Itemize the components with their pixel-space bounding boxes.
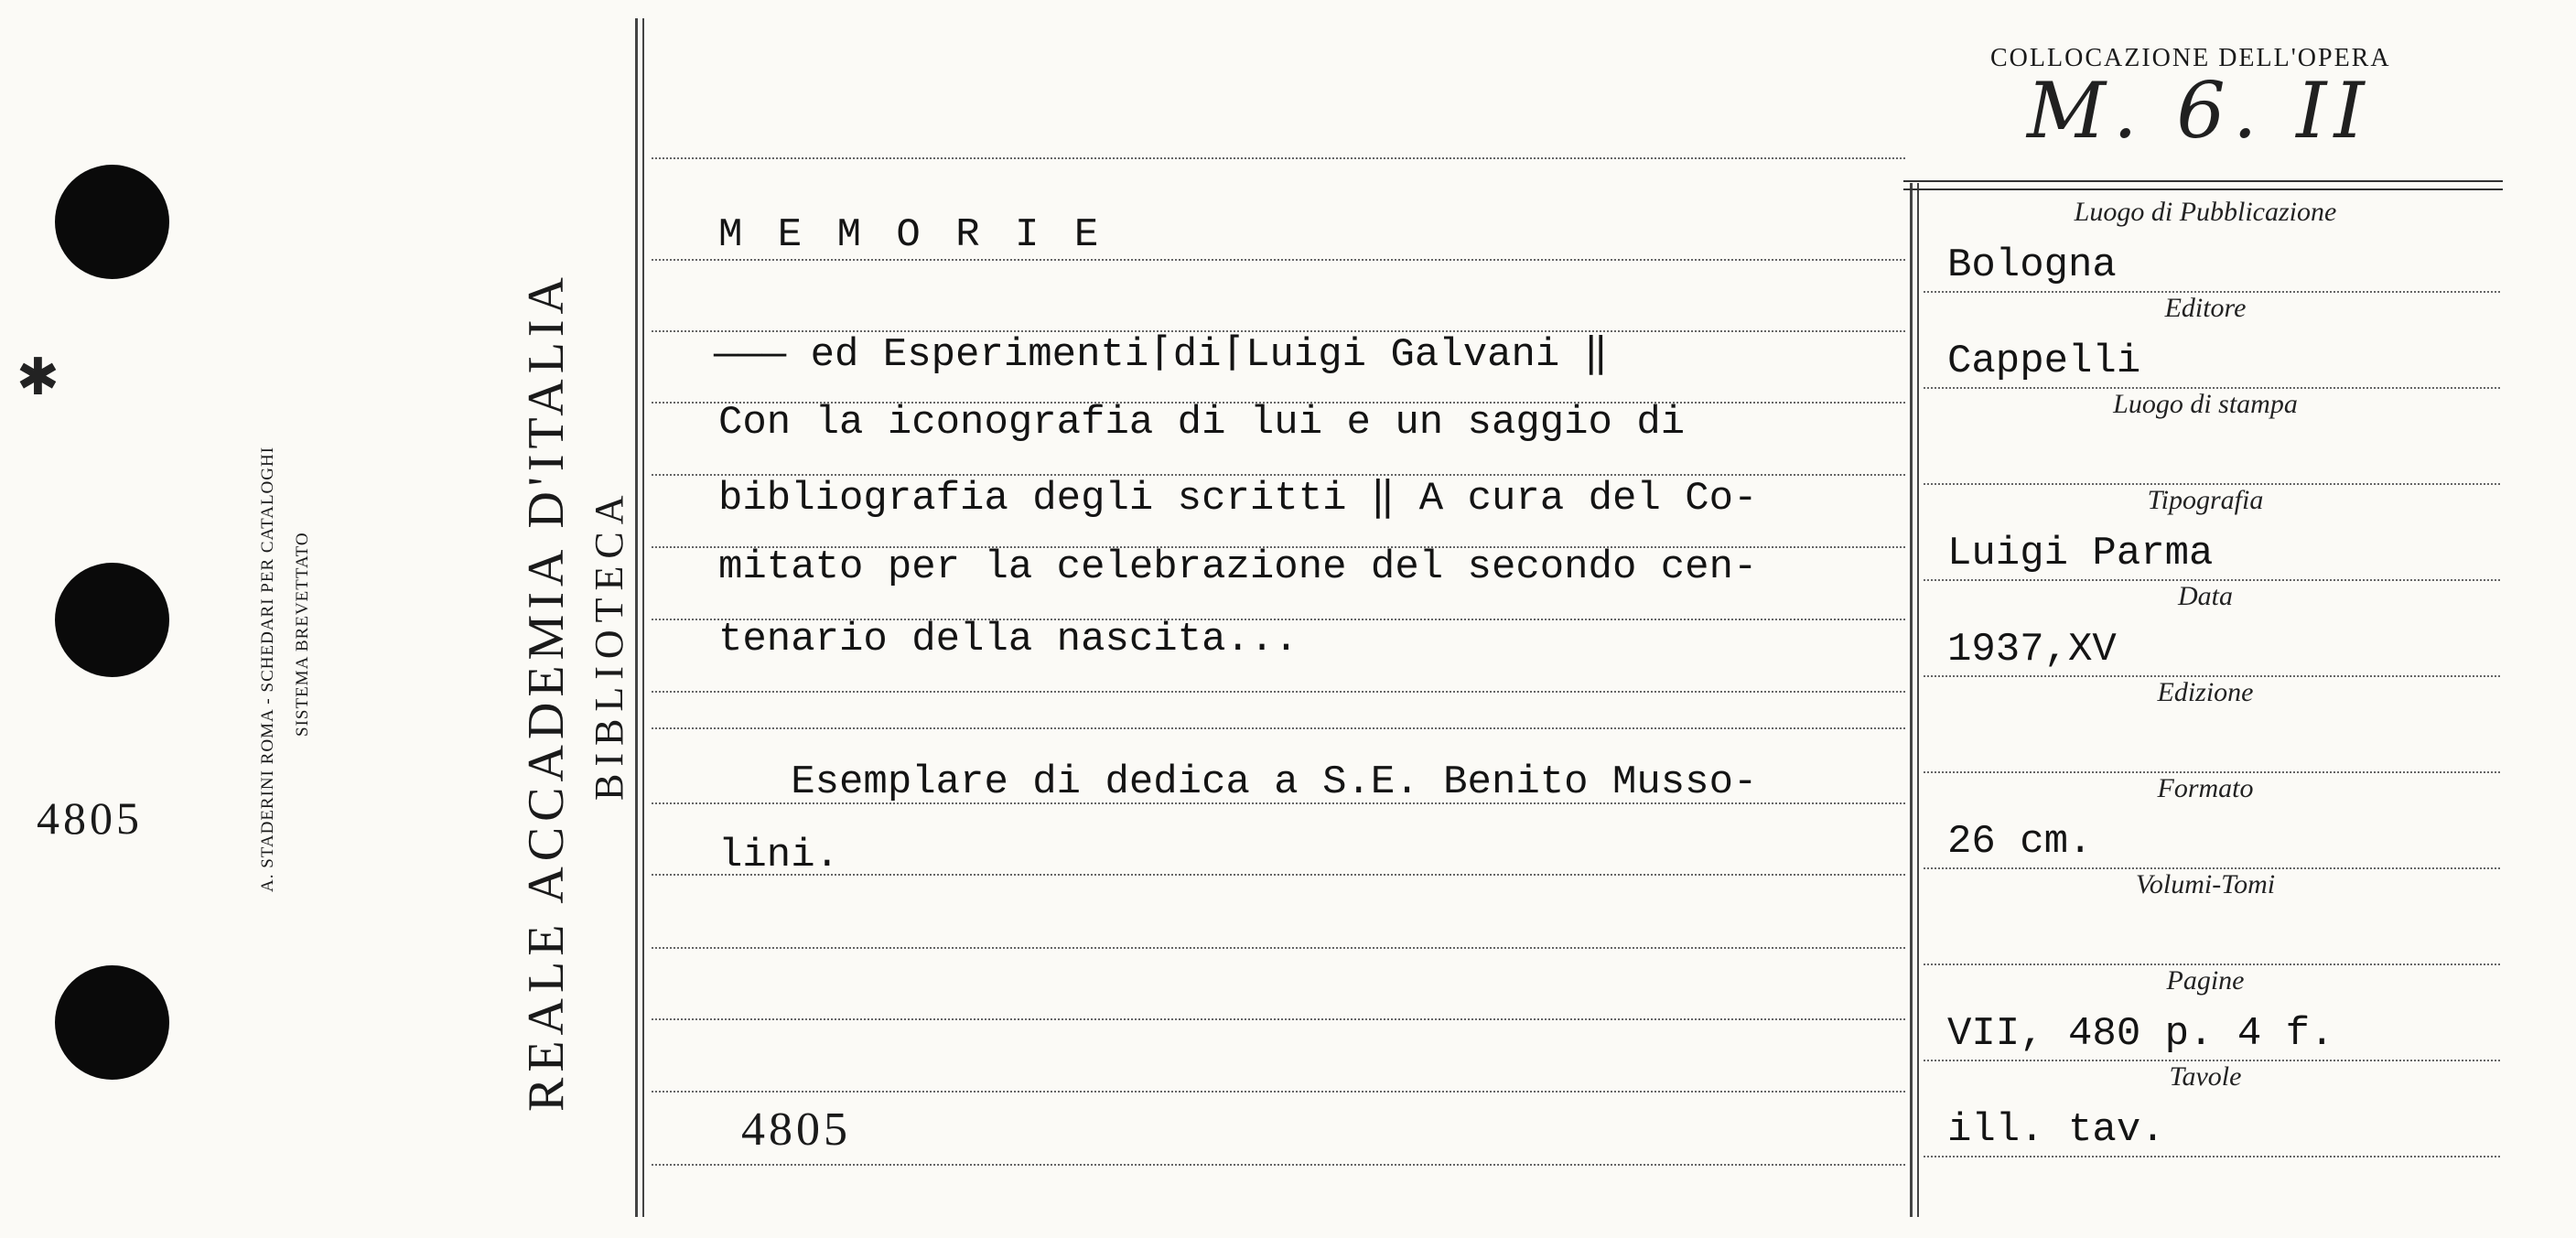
field-label-edizione: Edizione bbox=[2157, 677, 2254, 707]
rule bbox=[652, 727, 1905, 729]
field-rule bbox=[1924, 579, 2500, 581]
main-divider-inner bbox=[642, 18, 644, 1217]
field-rule bbox=[1924, 1060, 2500, 1061]
punch-hole-middle bbox=[55, 563, 169, 677]
rule bbox=[652, 874, 1905, 876]
field-label-formato: Formato bbox=[2157, 773, 2254, 803]
field-label-data: Data bbox=[2178, 581, 2233, 611]
note-line: Esemplare di dedica a S.E. Benito Musso- bbox=[718, 759, 1758, 805]
field-value-luogo-pubblicazione: Bologna bbox=[1947, 242, 2117, 288]
title-line: M E M O R I E bbox=[718, 212, 1105, 258]
title-line: bibliografia degli scritti ‖ A cura del Co- bbox=[718, 476, 1758, 522]
field-value-tavole: ill. tav. bbox=[1947, 1107, 2165, 1153]
field-rule bbox=[1924, 867, 2500, 869]
collocation-label: COLLOCAZIONE DELL'OPERA bbox=[1990, 44, 2391, 72]
left-card-number: 4805 bbox=[37, 792, 143, 844]
library-name: BIBLIOTECA bbox=[587, 488, 631, 801]
inventory-number: 4805 bbox=[741, 1103, 851, 1156]
field-value-pagine: VII, 480 p. 4 f. bbox=[1947, 1011, 2334, 1057]
field-value-data: 1937,XV bbox=[1947, 627, 2117, 673]
punch-hole-top bbox=[55, 165, 169, 279]
rule bbox=[652, 157, 1905, 159]
field-label-volumi-tomi: Volumi-Tomi bbox=[2135, 869, 2276, 899]
header-rule bbox=[1903, 180, 2503, 182]
field-label-luogo-stampa: Luogo di stampa bbox=[2113, 389, 2298, 419]
rule bbox=[652, 259, 1905, 261]
field-label-editore: Editore bbox=[2164, 293, 2247, 323]
collocation-value: M. 6. II bbox=[2027, 66, 2372, 156]
field-label-luogo-pubblicazione: Luogo di Pubblicazione bbox=[2074, 197, 2337, 227]
field-value-tipografia: Luigi Parma bbox=[1947, 531, 2214, 576]
field-rule bbox=[1924, 963, 2500, 965]
field-value-editore: Cappelli bbox=[1947, 339, 2141, 384]
note-line: lini. bbox=[718, 833, 840, 878]
title-line: ——— ed Esperimenti⌈di⌈Luigi Galvani ‖ bbox=[714, 332, 1609, 378]
title-line: mitato per la celebrazione del secondo cen- bbox=[718, 544, 1758, 590]
rule bbox=[652, 1018, 1905, 1020]
field-rule bbox=[1924, 291, 2500, 293]
rule bbox=[652, 691, 1905, 693]
field-label-tipografia: Tipografia bbox=[2147, 485, 2264, 515]
field-label-pagine: Pagine bbox=[2166, 965, 2245, 996]
field-rule bbox=[1924, 771, 2500, 773]
printer-imprint: A. STADERINI ROMA - SCHEDARI PER CATALOGHI bbox=[258, 446, 277, 892]
main-divider bbox=[635, 18, 638, 1217]
system-imprint: SISTEMA BREVETTATO bbox=[293, 532, 312, 737]
field-rule bbox=[1924, 675, 2500, 677]
field-rule bbox=[1924, 483, 2500, 485]
field-label-tavole: Tavole bbox=[2169, 1061, 2242, 1092]
rule bbox=[652, 1091, 1905, 1093]
title-line: tenario della nascita... bbox=[718, 617, 1299, 662]
institution-name: REALE ACCADEMIA D'ITALIA bbox=[518, 272, 575, 1112]
rule bbox=[652, 1164, 1905, 1166]
field-value-formato: 26 cm. bbox=[1947, 819, 2093, 865]
field-rule bbox=[1924, 1156, 2500, 1157]
rule bbox=[652, 947, 1905, 949]
star-mark-icon: ✱ bbox=[16, 348, 59, 407]
header-rule-inner bbox=[1903, 188, 2503, 190]
title-line: Con la iconografia di lui e un saggio di bbox=[718, 400, 1686, 446]
field-rule bbox=[1924, 387, 2500, 389]
punch-hole-bottom bbox=[55, 965, 169, 1080]
